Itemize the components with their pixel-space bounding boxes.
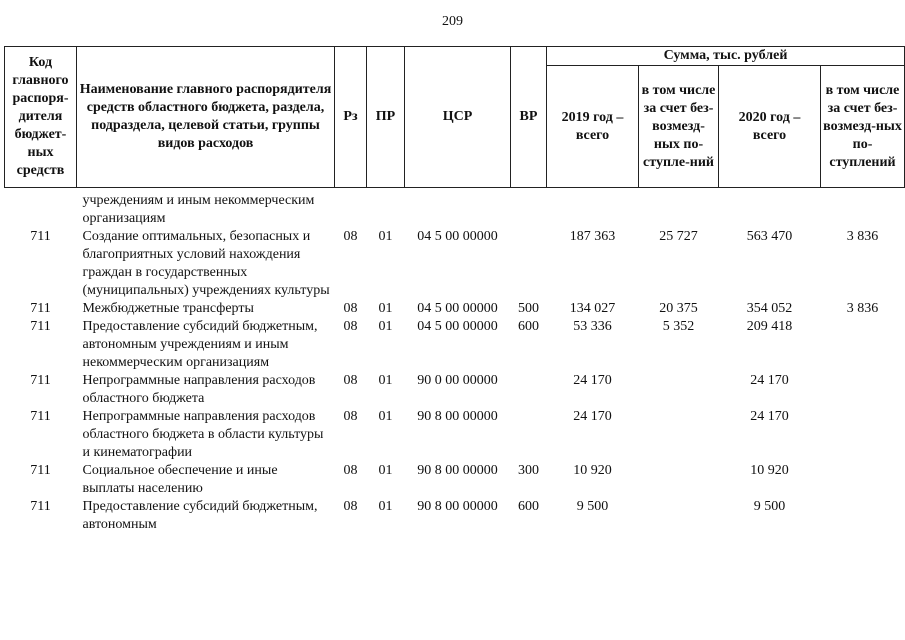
cell-name: Непрограммные направления расходов областного бюджета (82, 373, 316, 406)
cell-2020-total: 354 052 (746, 301, 793, 316)
cell-2019-total: 53 336 (573, 319, 612, 334)
cell-csr: 04 5 00 00000 (417, 319, 498, 334)
header-2019-free: в том числе за счет без-возмезд-ных по-ступле-ний (639, 66, 719, 188)
header-2020-free: в том числе за счет без-возмезд-ных по-ступлений (821, 66, 905, 188)
table-row (5, 372, 905, 408)
table-row (5, 300, 905, 318)
cell-2020-total: 209 418 (746, 319, 793, 334)
cell-2019-free (639, 408, 719, 462)
table-header (5, 47, 905, 188)
cell-csr: 04 5 00 00000 (417, 301, 498, 316)
cell-2020-free (821, 462, 905, 498)
cell-rz: 08 (343, 499, 358, 514)
header-code: Код главного распоря-дителя бюджет-ных средств (5, 47, 77, 188)
header-csr: ЦСР (405, 47, 511, 188)
table-row (5, 462, 905, 498)
cell-csr: 90 0 00 00000 (417, 373, 498, 388)
header-vr: ВР (511, 47, 547, 188)
cell-2020-total: 9 500 (753, 499, 786, 514)
cell-2019-total: 134 027 (569, 301, 616, 316)
cell-pr: 01 (378, 499, 393, 514)
cell-pr: 01 (378, 409, 393, 424)
cell-pr: 01 (378, 373, 393, 388)
cell-name: Предоставление субсидий бюджетным, автономным (82, 499, 318, 532)
cell-code: 711 (30, 463, 51, 478)
cell-2019-free (639, 192, 719, 228)
cell-2019-free (639, 498, 719, 534)
cell-code: 711 (30, 373, 51, 388)
cell-2020-total (719, 192, 821, 228)
table-row (5, 192, 905, 228)
cell-code: 711 (30, 409, 51, 424)
cell-rz: 08 (343, 319, 358, 334)
cell-2019-free (639, 462, 719, 498)
cell-name: Непрограммные направления расходов областного бюджета в области культуры и кинематографии (82, 409, 324, 460)
cell-rz: 08 (343, 373, 358, 388)
cell-code: 711 (30, 319, 51, 334)
cell-csr (405, 192, 511, 228)
table-row (5, 498, 905, 534)
cell-2020-total: 24 170 (750, 373, 789, 388)
cell-code: 711 (30, 499, 51, 514)
cell-2020-total: 563 470 (746, 229, 793, 244)
cell-2019-free (639, 372, 719, 408)
cell-code: 711 (30, 301, 51, 316)
cell-code (5, 192, 77, 228)
cell-pr (367, 192, 405, 228)
cell-2019-total (547, 192, 639, 228)
table-row (5, 318, 905, 372)
cell-2020-free (821, 372, 905, 408)
cell-csr: 04 5 00 00000 (417, 229, 498, 244)
cell-2019-free: 25 727 (659, 229, 698, 244)
cell-2019-total: 9 500 (576, 499, 609, 514)
cell-rz: 08 (343, 229, 358, 244)
cell-name: Предоставление субсидий бюджетным, автономным учреждениям и иным некоммерческим организациям (82, 319, 318, 370)
cell-name: Создание оптимальных, безопасных и благоприятных условий нахождения граждан в государственных (муниципальных) учреждениях культуры (82, 229, 330, 298)
cell-pr: 01 (378, 301, 393, 316)
cell-vr: 600 (518, 319, 539, 334)
cell-2020-free (821, 192, 905, 228)
cell-2019-free: 20 375 (659, 301, 698, 316)
cell-vr (511, 228, 547, 300)
cell-pr: 01 (378, 229, 393, 244)
table-body (5, 188, 905, 535)
cell-2019-total: 10 920 (573, 463, 612, 478)
table-row (5, 408, 905, 462)
cell-2020-free (821, 318, 905, 372)
table-row (5, 228, 905, 300)
cell-rz (335, 192, 367, 228)
cell-2020-total: 10 920 (750, 463, 789, 478)
cell-csr: 90 8 00 00000 (417, 499, 498, 514)
cell-csr: 90 8 00 00000 (417, 409, 498, 424)
cell-vr: 300 (518, 463, 539, 478)
cell-2020-free (821, 408, 905, 462)
cell-code: 711 (30, 229, 51, 244)
cell-rz: 08 (343, 463, 358, 478)
cell-name: Социальное обеспечение и иные выплаты населению (82, 463, 278, 496)
header-name: Наименование главного распорядителя средств областного бюджета, раздела, подраздела, целевой статьи, группы видов расходов (77, 47, 335, 188)
header-pr: ПР (367, 47, 405, 188)
cell-vr (511, 408, 547, 462)
cell-2020-free (821, 498, 905, 534)
cell-vr (511, 192, 547, 228)
budget-table (4, 46, 905, 534)
cell-name: учреждениям и иным некоммерческим организациям (82, 193, 315, 226)
cell-2019-total: 187 363 (569, 229, 616, 244)
cell-2020-free: 3 836 (846, 301, 879, 316)
page-number: 209 (442, 14, 463, 29)
cell-csr: 90 8 00 00000 (417, 463, 498, 478)
cell-vr (511, 372, 547, 408)
header-2020-total: 2020 год – всего (719, 66, 821, 188)
cell-2019-total: 24 170 (573, 409, 612, 424)
cell-2020-free: 3 836 (846, 229, 879, 244)
cell-rz: 08 (343, 409, 358, 424)
header-rz: Рз (335, 47, 367, 188)
cell-vr: 600 (518, 499, 539, 514)
cell-rz: 08 (343, 301, 358, 316)
cell-pr: 01 (378, 319, 393, 334)
cell-2019-total: 24 170 (573, 373, 612, 388)
cell-name: Межбюджетные трансферты (82, 301, 254, 316)
header-sum-group: Сумма, тыс. рублей (547, 47, 905, 66)
cell-2020-total: 24 170 (750, 409, 789, 424)
cell-pr: 01 (378, 463, 393, 478)
cell-vr: 500 (518, 301, 539, 316)
header-2019-total: 2019 год – всего (547, 66, 639, 188)
cell-2019-free: 5 352 (662, 319, 695, 334)
